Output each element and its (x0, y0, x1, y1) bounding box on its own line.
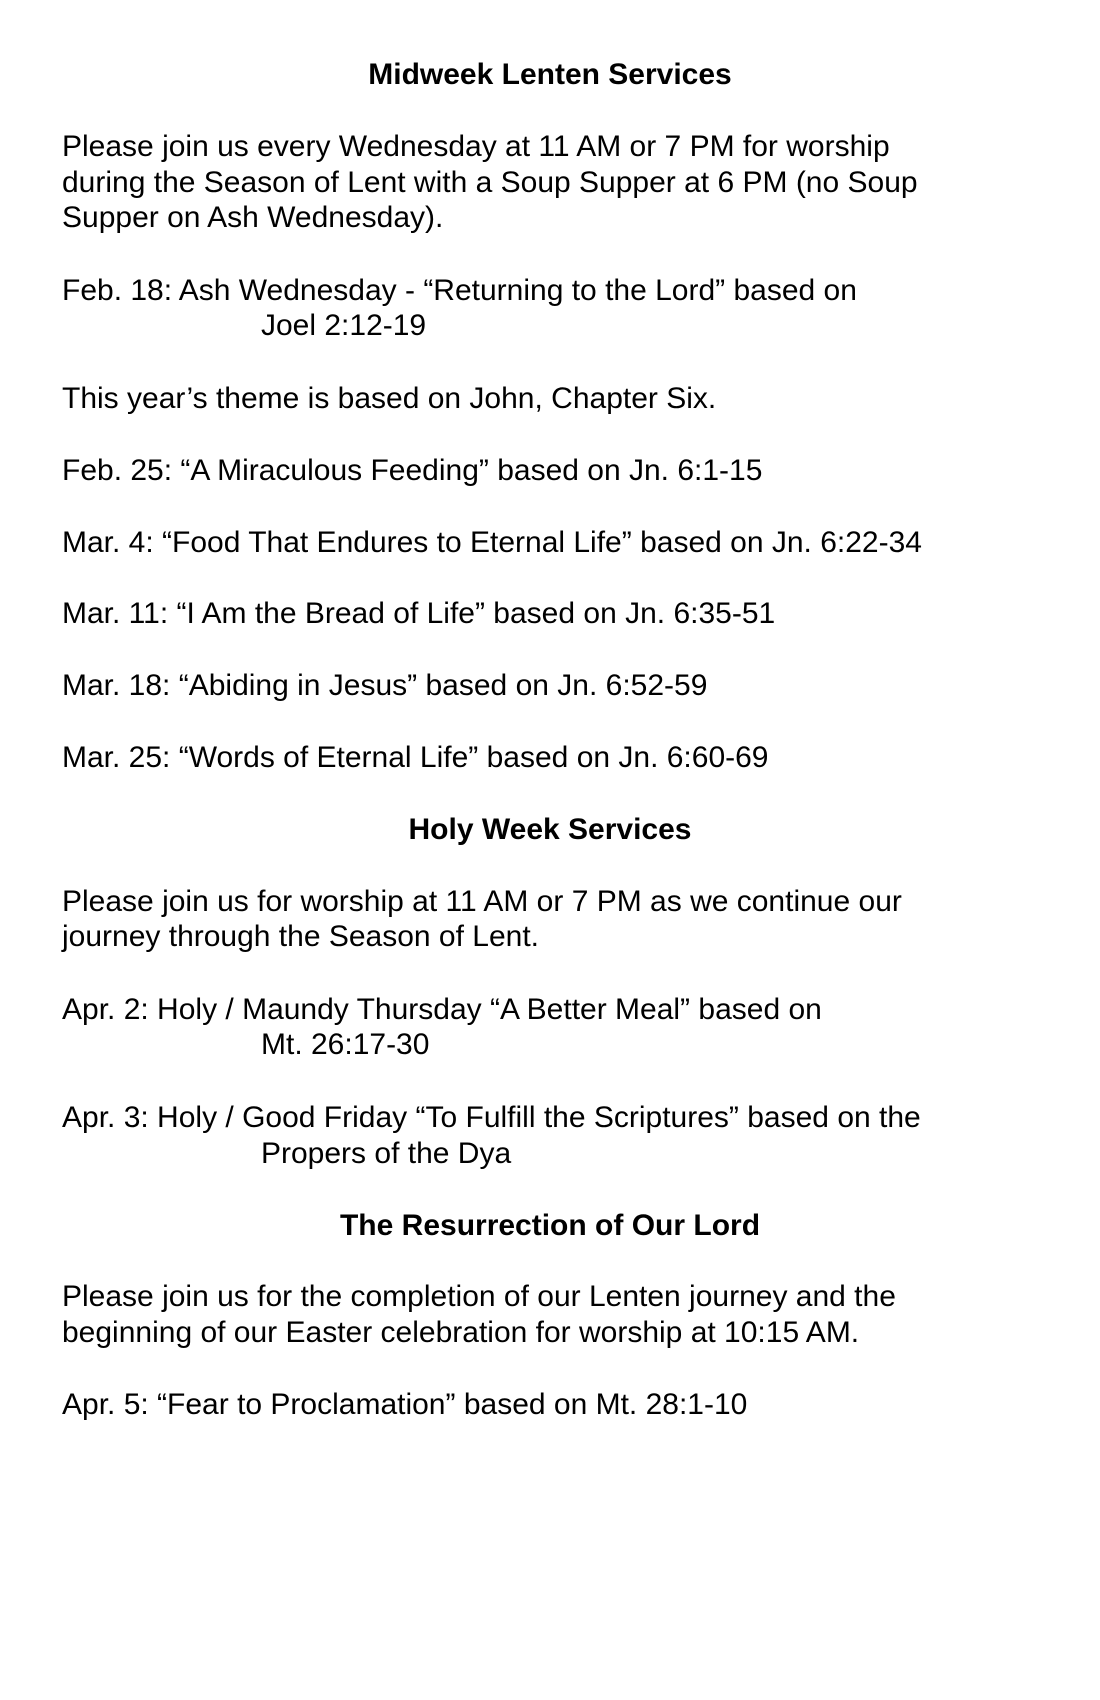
section-heading-midweek-lenten: Midweek Lenten Services (368, 58, 732, 91)
section-heading-resurrection: The Resurrection of Our Lord (339, 1209, 761, 1242)
resurrection-intro-line-2: beginning of our Easter celebration for worship at 10:15 AM. (62, 1316, 860, 1349)
midweek-intro-line-2: during the Season of Lent with a Soup Supper at 6 PM (no Soup (62, 166, 918, 199)
theme-statement: This year’s theme is based on John, Chapter Six. (62, 382, 717, 415)
service-entry-mar-11: Mar. 11: “I Am the Bread of Life” based on Jn. 6:35-51 (62, 597, 776, 630)
service-entry-mar-25: Mar. 25: “Words of Eternal Life” based on Jn. 6:60-69 (62, 741, 769, 774)
service-entry-feb-18: Feb. 18: Ash Wednesday - “Returning to the Lord” based on (62, 274, 857, 307)
service-entry-apr-3: Apr. 3: Holy / Good Friday “To Fulfill the Scriptures” based on the (62, 1101, 921, 1134)
service-entry-mar-18: Mar. 18: “Abiding in Jesus” based on Jn. 6:52-59 (62, 669, 708, 702)
section-heading-holy-week: Holy Week Services (408, 813, 692, 846)
service-entry-apr-2: Apr. 2: Holy / Maundy Thursday “A Better Meal” based on (62, 993, 822, 1026)
holy-week-intro-line-2: journey through the Season of Lent. (62, 920, 540, 953)
midweek-intro-line-3: Supper on Ash Wednesday). (62, 201, 444, 234)
holy-week-intro-line-1: Please join us for worship at 11 AM or 7 PM as we continue our (62, 885, 902, 918)
service-entry-feb-18-scripture: Joel 2:12-19 (261, 309, 427, 342)
resurrection-intro-line-1: Please join us for the completion of our Lenten journey and the (62, 1280, 896, 1313)
service-entry-feb-25: Feb. 25: “A Miraculous Feeding” based on Jn. 6:1-15 (62, 454, 763, 487)
service-entry-apr-5: Apr. 5: “Fear to Proclamation” based on Mt. 28:1-10 (62, 1388, 748, 1421)
midweek-intro-line-1: Please join us every Wednesday at 11 AM or 7 PM for worship (62, 130, 890, 163)
service-entry-mar-4: Mar. 4: “Food That Endures to Eternal Life” based on Jn. 6:22-34 (62, 526, 922, 559)
service-entry-apr-2-scripture: Mt. 26:17-30 (261, 1028, 430, 1061)
service-entry-apr-3-scripture: Propers of the Dya (261, 1137, 512, 1170)
